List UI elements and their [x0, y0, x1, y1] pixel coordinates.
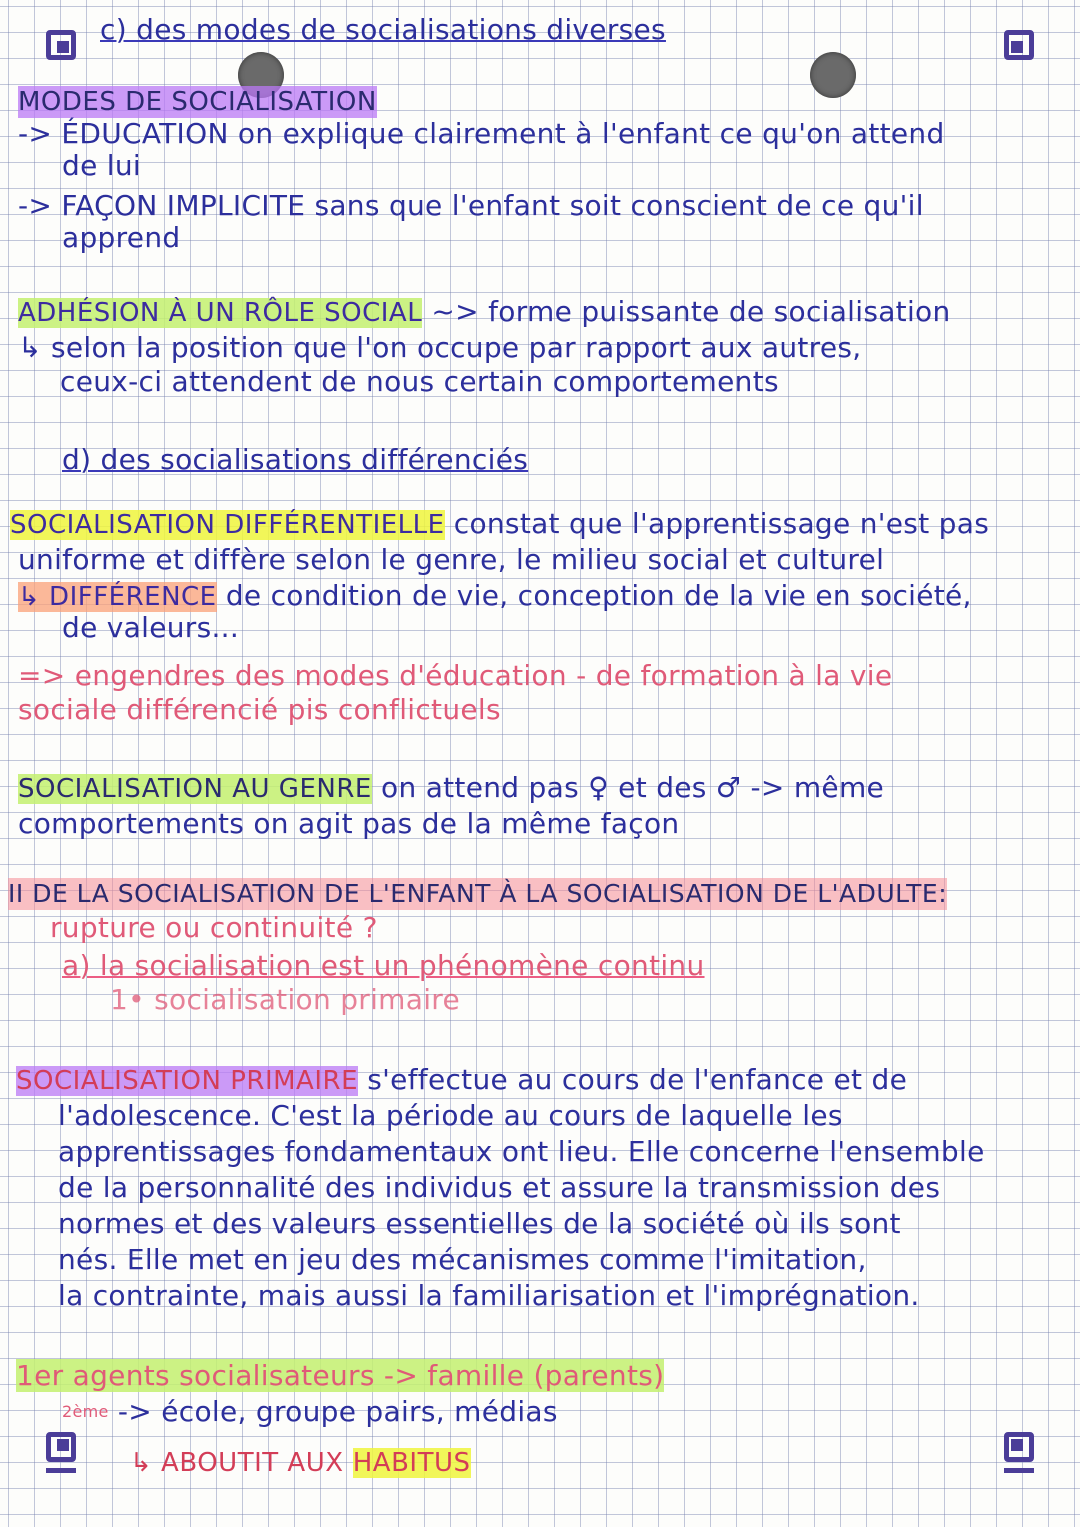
prim-line2: l'adolescence. C'est la période au cours de laquelle les	[58, 1099, 843, 1132]
diff-line6: sociale différencié pis conflictuels	[18, 693, 501, 726]
diff-key: ↳ DIFFÉRENCE	[18, 582, 217, 612]
agents-line2	[62, 1396, 558, 1428]
corner-marker-icon	[46, 30, 76, 60]
corner-marker-dash	[1004, 1468, 1034, 1473]
prim-line7: la contrainte, mais aussi la familiarisation et l'imprégnation.	[58, 1279, 920, 1312]
corner-marker-icon	[1004, 30, 1034, 60]
modes-line1: -> ÉDUCATION on explique clairement à l'enfant ce qu'on attend	[18, 117, 945, 150]
agents-line3	[130, 1446, 471, 1479]
section-d-title: d) des socialisations différenciés	[62, 443, 529, 476]
corner-marker-dash	[46, 1468, 76, 1473]
prim-rest: s'effectue au cours de l'enfance et de	[367, 1063, 908, 1096]
prim-line4: de la personnalité des individus et assure la transmission des	[58, 1171, 941, 1204]
prim-heading: SOCIALISATION PRIMAIRE	[16, 1066, 359, 1096]
genre-line1	[18, 772, 884, 805]
diff-line1	[10, 508, 989, 541]
agents-rank: 2ème	[62, 1402, 109, 1421]
corner-marker-icon	[46, 1432, 76, 1462]
diff-line4: de valeurs...	[62, 611, 240, 644]
adhesion-line3: ceux-ci attendent de nous certain comportements	[60, 365, 779, 398]
modes-heading: MODES DE SOCIALISATION	[18, 87, 377, 117]
adhesion-line2: ↳ selon la position que l'on occupe par rapport aux autres,	[18, 331, 862, 364]
prim-line5: normes et des valeurs essentielles de la société où ils sont	[58, 1207, 901, 1240]
adhesion-line	[18, 296, 951, 329]
diff-line3-rest: de condition de vie, conception de la vie en société,	[225, 579, 972, 612]
agents-line1	[16, 1360, 664, 1392]
agents-label: 1er agents socialisateurs -> famille (parents)	[16, 1359, 665, 1392]
adhesion-rest: ~> forme puissante de socialisation	[431, 295, 951, 328]
diff-heading: SOCIALISATION DIFFÉRENTIELLE	[10, 510, 445, 540]
modes-line4: apprend	[62, 221, 181, 254]
punch-hole-icon	[810, 52, 856, 98]
genre-rest: on attend pas ♀ et des ♂ -> même	[381, 771, 885, 804]
prim-line6: nés. Elle met en jeu des mécanismes comme l'imitation,	[58, 1243, 867, 1276]
part2-a: a) la socialisation est un phénomène continu	[62, 949, 705, 982]
part2-title: II DE LA SOCIALISATION DE L'ENFANT À LA SOCIALISATION DE L'ADULTE:	[8, 879, 948, 908]
modes-line2: de lui	[62, 149, 142, 182]
part2-subtitle: rupture ou continuité ?	[50, 911, 378, 944]
genre-heading: SOCIALISATION AU GENRE	[18, 774, 372, 804]
agents-list: -> école, groupe pairs, médias	[117, 1395, 558, 1428]
corner-marker-icon	[1004, 1432, 1034, 1462]
diff-rest: constat que l'apprentissage n'est pas	[453, 507, 990, 540]
genre-line2: comportements on agit pas de la même façon	[18, 807, 680, 840]
prim-line3: apprentissages fondamentaux ont lieu. Elle concerne l'ensemble	[58, 1135, 985, 1168]
prim-line1	[16, 1064, 907, 1097]
section-c-title: c) des modes de socialisations diverses	[100, 13, 666, 46]
aboutit-label: ↳ ABOUTIT AUX	[130, 1448, 344, 1478]
modes-line3: -> FAÇON IMPLICITE sans que l'enfant soit conscient de ce qu'il	[18, 189, 924, 222]
part2-a1: 1• socialisation primaire	[110, 983, 461, 1016]
diff-line2: uniforme et diffère selon le genre, le milieu social et culturel	[18, 543, 885, 576]
diff-line3	[18, 580, 972, 613]
diff-line5: => engendres des modes d'éducation - de formation à la vie	[18, 659, 893, 692]
habitus-keyword: HABITUS	[352, 1448, 471, 1478]
adhesion-heading: ADHÉSION À UN RÔLE SOCIAL	[18, 298, 423, 328]
